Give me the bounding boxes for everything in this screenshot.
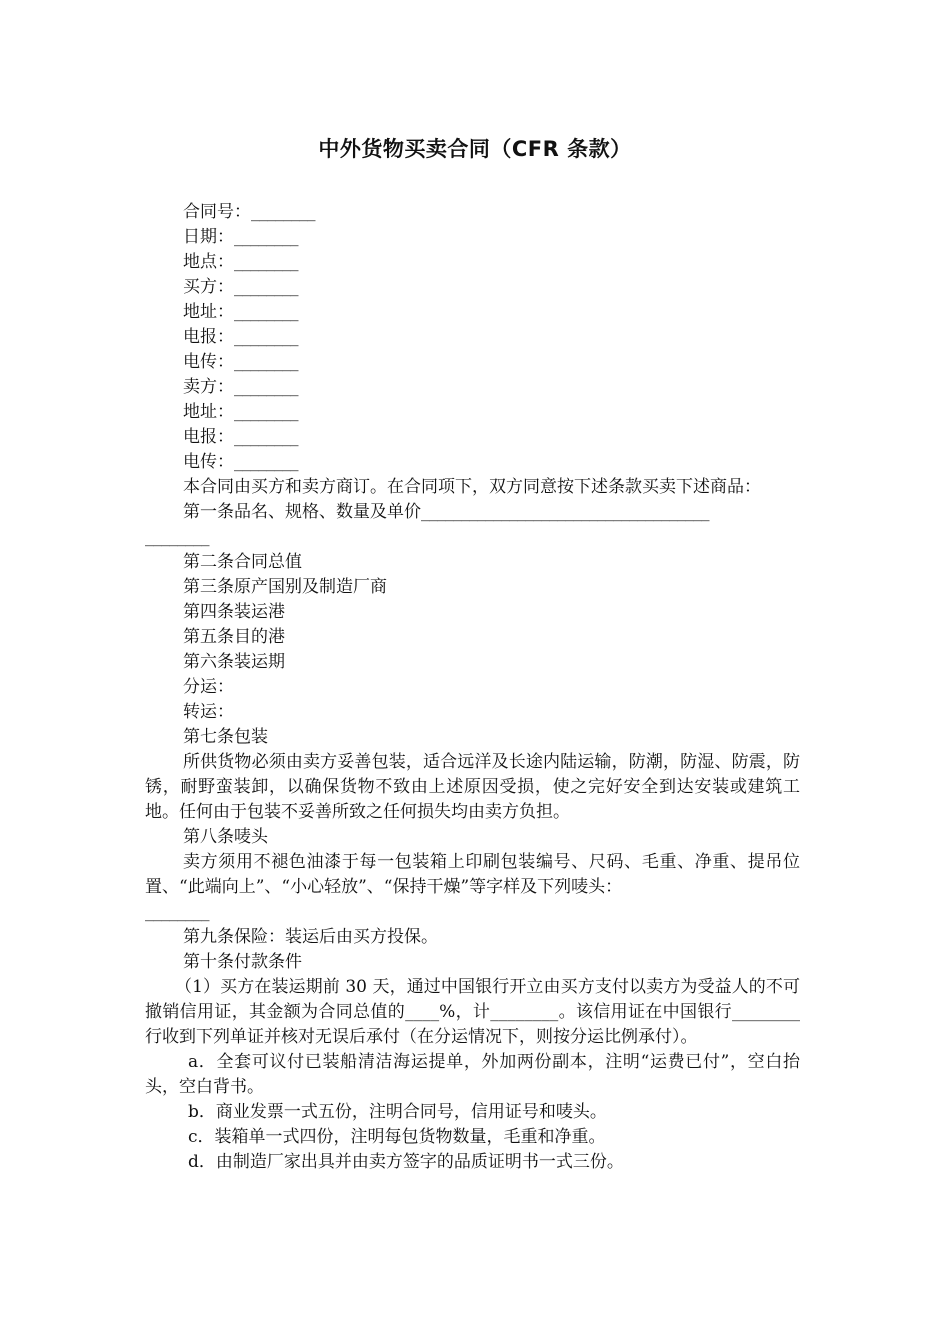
article-7-body: 所供货物必须由卖方妥善包装，适合远洋及长途内陆运输，防潮，防湿、防震，防锈，耐野蛮装卸，以确保货物不致由上述原因受损，使之完好安全到达安装或建筑工地。任何由于包装不妥善所致之任何损失均由卖方负担。 [145,752,800,822]
field-label: 买方： [183,277,234,297]
field-label: 合同号： [183,202,251,222]
field-label: 电传： [183,452,234,472]
field-date [145,225,800,250]
field-blank: ________ [234,402,298,422]
document-item-d: d．由制造厂家出具并由卖方签字的品质证明书一式三份。 [188,1152,624,1172]
field-blank: ________ [251,202,315,222]
field-contract-no [145,200,800,225]
field-label: 日期： [183,227,234,247]
article-8-blank: ________ [145,902,209,922]
field-seller-telegram [145,425,800,450]
article-1-text: 第一条品名、规格、数量及单价 [183,502,421,522]
field-label: 地址： [183,402,234,422]
document-item-c: c．装箱单一式四份，注明每包货物数量，毛重和净重。 [188,1127,606,1147]
article-4-heading: 第四条装运港 [183,602,285,622]
document-title: 中外货物买卖合同（CFR 条款） [318,137,632,161]
intro-paragraph: 本合同由买方和卖方商订。在合同项下，双方同意按下述条款买卖下述商品： [183,477,761,497]
article-2-heading: 第二条合同总值 [183,552,302,572]
field-blank: ________ [234,327,298,347]
article-8-heading: 第八条唛头 [183,827,268,847]
field-place [145,250,800,275]
field-label: 电报： [183,427,234,447]
field-label: 地址： [183,302,234,322]
field-blank: ________ [234,252,298,272]
contract-body [145,200,800,1175]
field-label: 电报： [183,327,234,347]
document-item-a: a．全套可议付已装船清洁海运提单，外加两份副本，注明“运费已付”，空白抬头，空白背书。 [145,1052,800,1097]
field-label: 地点： [183,252,234,272]
field-label: 卖方： [183,377,234,397]
field-blank: ________ [234,427,298,447]
header-fields [145,200,800,475]
field-blank: ________ [234,227,298,247]
field-blank: ________ [234,352,298,372]
article-1-heading [145,500,800,525]
field-seller-address [145,400,800,425]
article-8-body: 卖方须用不褪色油漆于每一包装箱上印刷包装编号、尺码、毛重、净重、提吊位置、“此端向上”、“小心轻放”、“保持干燥”等字样及下列唛头： [145,852,800,897]
field-buyer-telex [145,350,800,375]
field-blank: ________ [234,377,298,397]
article-10-paragraph-1: （1）买方在装运期前 30 天，通过中国银行开立由买方支付以卖方为受益人的不可撤销信用证，其金额为合同总值的____%，计________。该信用证在中国银行________行收到下列单证并核对无误后承付（在分运情况下，则按分运比例承付）。 [145,977,800,1047]
article-10-heading: 第十条付款条件 [183,952,302,972]
article-6-heading: 第六条装运期 [183,652,285,672]
field-seller-telex [145,450,800,475]
article-9-heading: 第九条保险：装运后由买方投保。 [183,927,438,947]
article-5-heading: 第五条目的港 [183,627,285,647]
article-1-blank-continued: ________ [145,527,209,547]
field-blank: ________ [234,452,298,472]
document-item-b: b．商业发票一式五份，注明合同号，信用证号和唛头。 [188,1102,607,1122]
transshipment-label: 转运： [183,702,234,722]
article-7-heading: 第七条包装 [183,727,268,747]
article-3-heading: 第三条原产国别及制造厂商 [183,577,387,597]
field-seller [145,375,800,400]
field-blank: ________ [234,302,298,322]
field-label: 电传： [183,352,234,372]
partial-shipment-label: 分运： [183,677,234,697]
field-buyer-telegram [145,325,800,350]
article-1-blank: ____________________________________ [421,502,709,522]
field-buyer [145,275,800,300]
field-buyer-address [145,300,800,325]
field-blank: ________ [234,277,298,297]
